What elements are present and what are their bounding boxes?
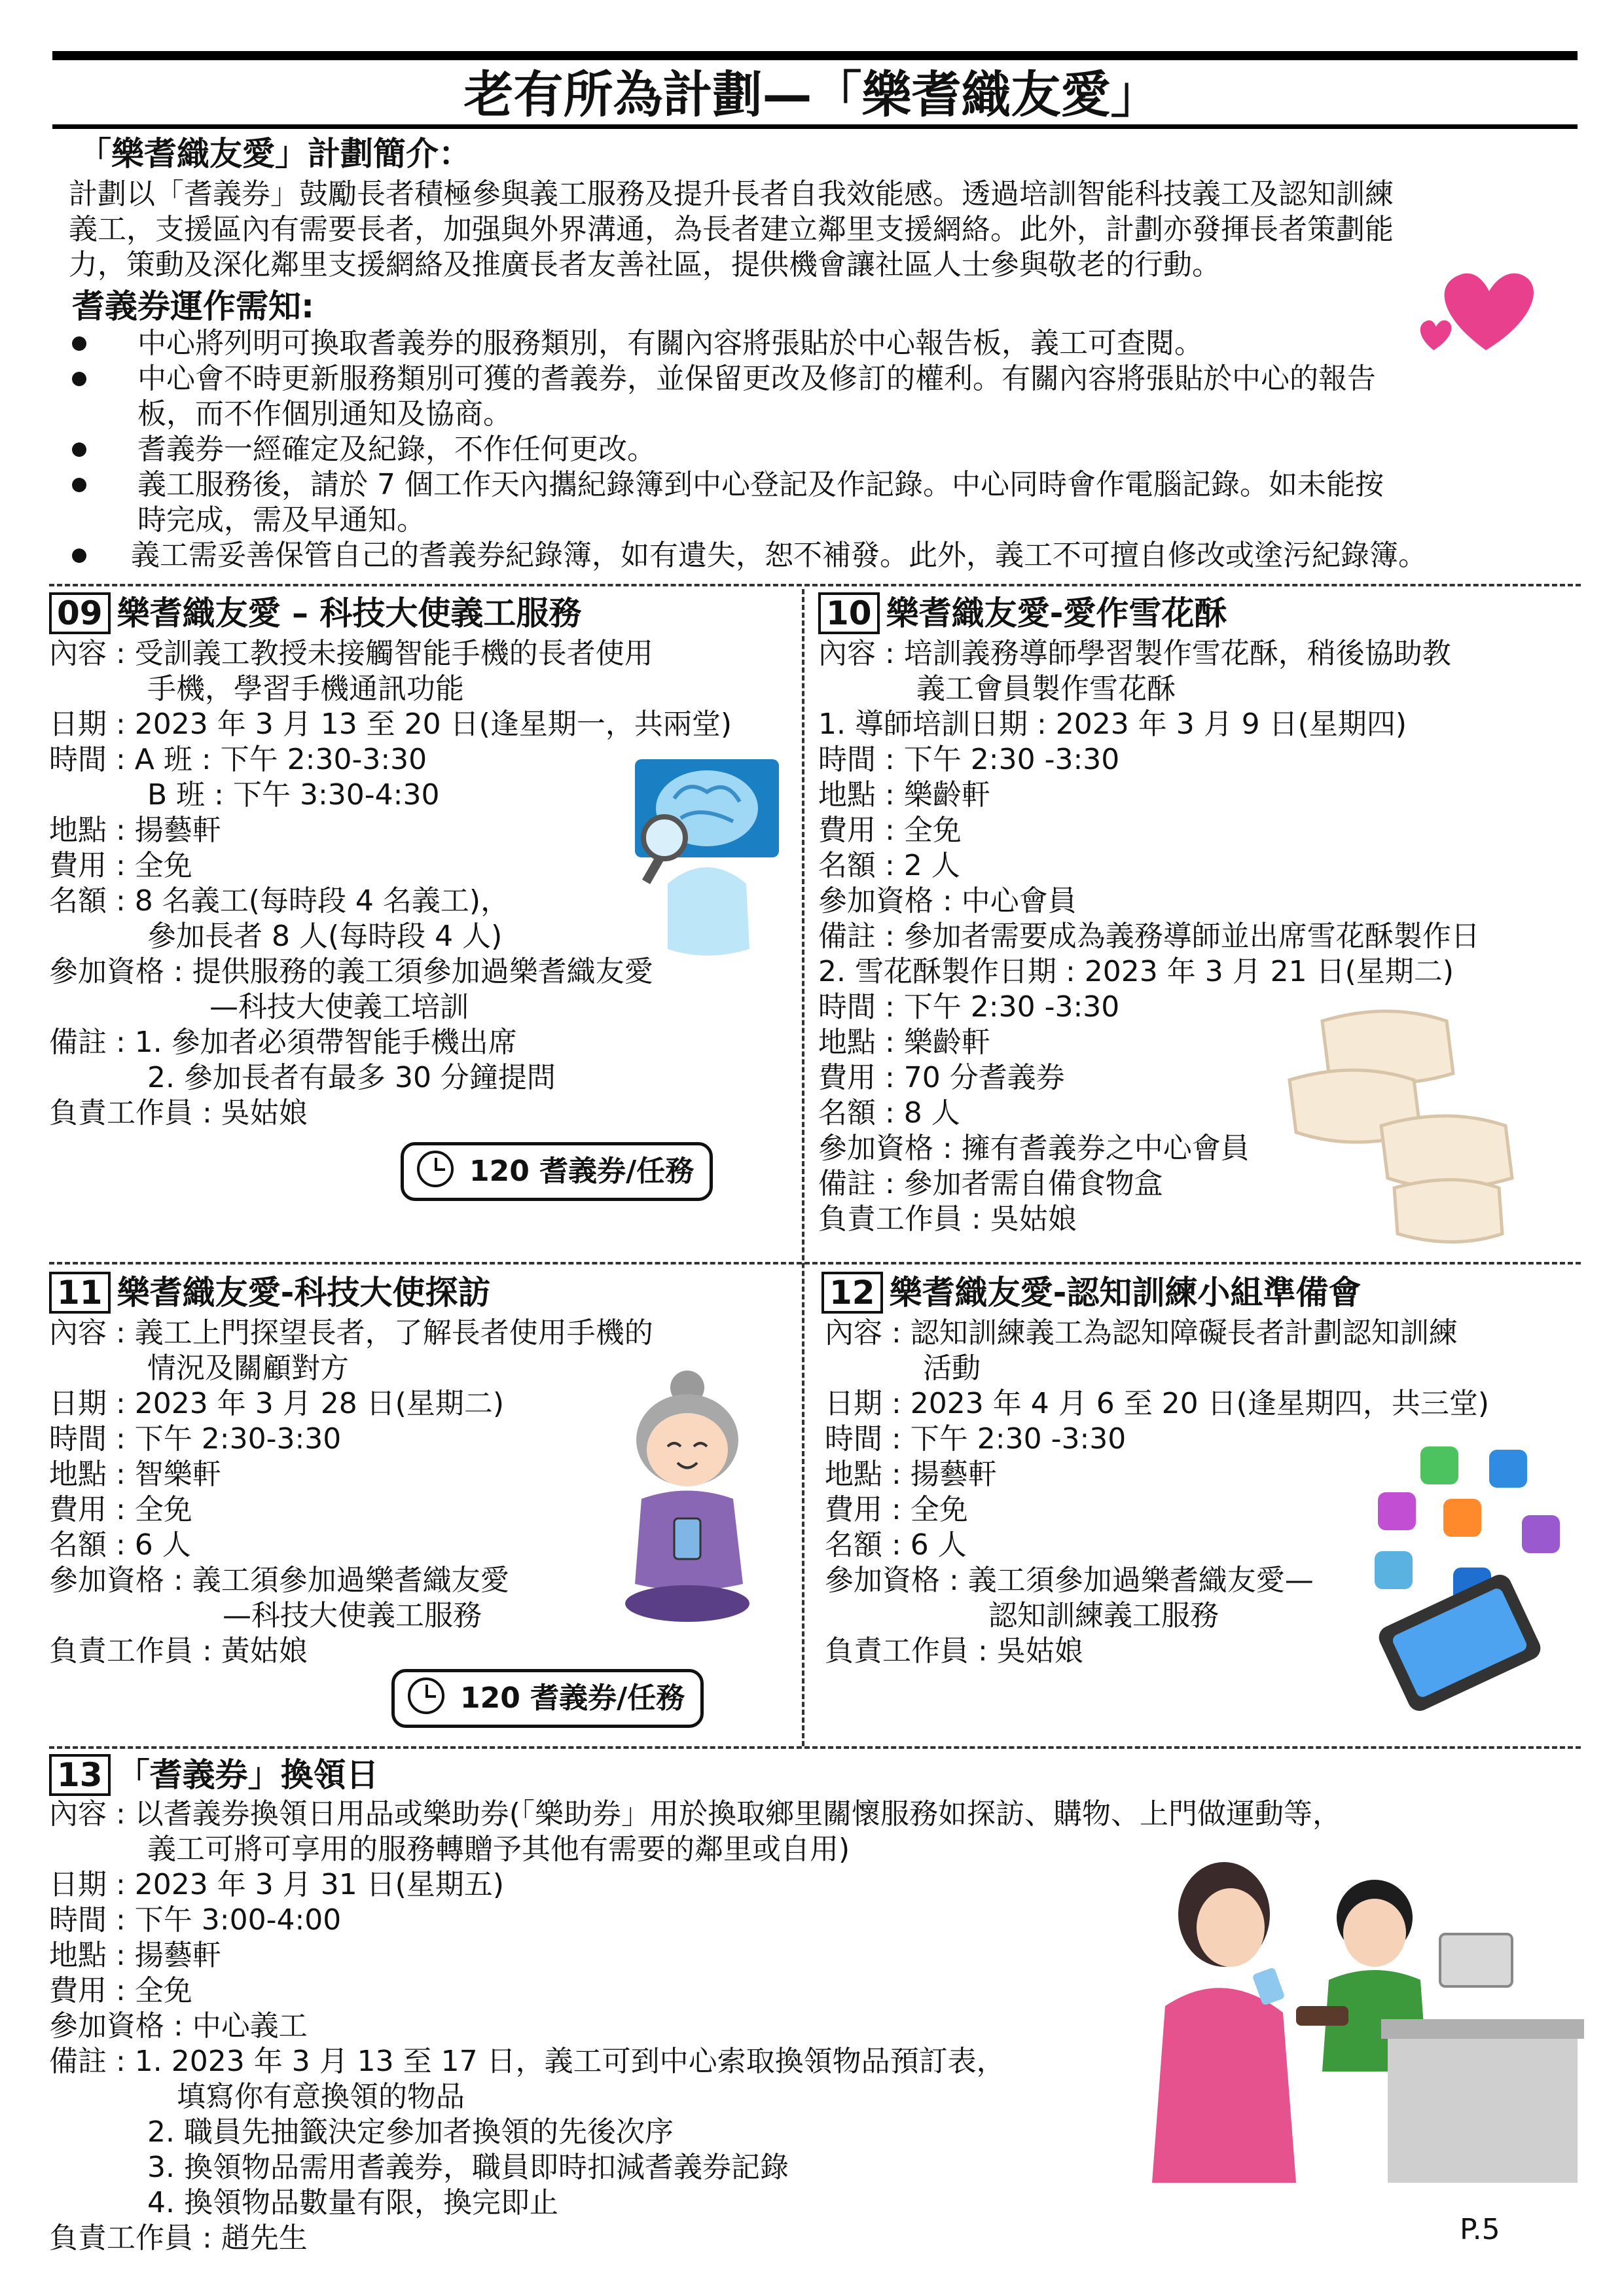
activity-09-line: 地點 : 揚藝軒 (49, 814, 221, 847)
shop-counter-icon (1139, 1856, 1584, 2183)
rules-heading: 耆義券運作需知: (72, 287, 314, 325)
rule-text: 耆義券一經確定及紀錄，不作任何更改。 (137, 433, 656, 466)
activity-title-text: 樂耆織友愛-認知訓練小組準備會 (889, 1274, 1362, 1312)
rule-text: 義工服務後，請於 7 個工作天內攜紀錄簿到中心登記及作記錄。中心同時會作電腦記錄。如未能按 (137, 468, 1384, 501)
activity-number: 09 (49, 592, 111, 634)
activity-10-line: 時間 : 下午 2:30 -3:30 (818, 990, 1120, 1024)
activity-10-line: 備註 : 參加者需要成為義務導師並出席雪花酥製作日 (818, 920, 1480, 953)
section-divider (49, 1262, 1581, 1265)
activity-title-text: 樂耆織友愛 – 科技大使義工服務 (117, 594, 582, 632)
activity-13-line: 地點 : 揚藝軒 (49, 1939, 221, 1972)
rule-item (72, 326, 1578, 361)
column-divider (802, 589, 804, 1746)
activity-12-line: 日期 : 2023 年 4 月 6 至 20 日(逢星期四，共三堂) (825, 1387, 1489, 1420)
activity-12-line: 活動 (923, 1352, 981, 1385)
activity-13-line: 2. 職員先抽籤決定參加者換領的先後次序 (147, 2115, 674, 2149)
section-divider (49, 584, 1581, 586)
activity-number: 11 (49, 1272, 111, 1314)
clock-icon (408, 1677, 444, 1714)
activity-10-line: 義工會員製作雪花酥 (916, 672, 1176, 706)
voucher-badge (391, 1669, 704, 1728)
rule-item (72, 361, 1578, 432)
activity-13-line: 義工可將可享用的服務轉贈予其他有需要的鄰里或自用) (147, 1833, 850, 1866)
intro-line: 義工，支援區內有需要長者，加强與外界溝通，為長者建立鄰里支援網絡。此外，計劃亦發揮長者策劃能 (69, 213, 1394, 246)
activity-11-line: —科技大使義工服務 (223, 1599, 482, 1632)
activity-11-line: 情況及關顧對方 (147, 1352, 349, 1385)
activity-11-line: 參加資格 : 義工須參加過樂耆織友愛 (49, 1564, 509, 1597)
activity-10-line: 備註 : 參加者需自備食物盒 (818, 1167, 1163, 1200)
activity-13-line: 日期 : 2023 年 3 月 31 日(星期五) (49, 1868, 505, 1901)
activity-11-line: 費用 : 全免 (49, 1493, 192, 1526)
activity-09-line: 日期 : 2023 年 3 月 13 至 20 日(逢星期一，共兩堂) (49, 708, 732, 741)
activity-09-line: 時間 : A 班 : 下午 2:30-3:30 (49, 743, 427, 776)
rule-item (72, 467, 1578, 538)
activity-11-line: 時間 : 下午 2:30-3:30 (49, 1422, 342, 1456)
activity-13-line: 3. 換領物品需用耆義券，職員即時扣減耆義券記錄 (147, 2151, 789, 2184)
bullet-icon (72, 442, 86, 457)
rule-text: 義工需妥善保管自己的耆義券紀錄簿，如有遺失，恕不補發。此外，義工不可擅自修改或塗污紀錄簿。 (131, 539, 1427, 572)
activity-13-line: 填寫你有意換領的物品 (177, 2080, 465, 2113)
rule-item (72, 538, 1578, 573)
activity-13-title (49, 1754, 379, 1796)
activity-number: 10 (818, 592, 880, 634)
activity-09-line: B 班 : 下午 3:30-4:30 (147, 778, 440, 812)
activity-12-line: 參加資格 : 義工須參加過樂耆織友愛— (825, 1564, 1314, 1597)
title-underline (52, 124, 1578, 129)
activity-10-line: 名額 : 2 人 (818, 849, 960, 882)
voucher-badge-text: 120 耆義券/任務 (460, 1681, 685, 1715)
activity-12-line: 負責工作員 : 吳姑娘 (825, 1634, 1083, 1668)
rule-text: 時完成，需及早通知。 (137, 503, 425, 537)
rule-item (72, 432, 1578, 467)
activity-12-title (821, 1272, 1361, 1314)
activity-11-line: 名額 : 6 人 (49, 1528, 191, 1562)
grandmother-phone-icon (622, 1368, 766, 1630)
bullet-icon (72, 372, 86, 386)
activity-12-line: 認知訓練義工服務 (988, 1599, 1219, 1632)
activity-11-line: 日期 : 2023 年 3 月 28 日(星期二) (49, 1387, 505, 1420)
activity-10-line: 地點 : 樂齡軒 (818, 1026, 990, 1059)
section-divider (49, 1746, 1581, 1749)
activity-09-line: 名額 : 8 名義工(每時段 4 名義工)， (49, 884, 510, 918)
voucher-badge (401, 1142, 713, 1201)
heart-icon (1414, 259, 1545, 357)
rule-text: 中心會不時更新服務類別可獲的耆義券，並保留更改及修訂的權利。有關內容將張貼於中心的報告 (137, 362, 1376, 395)
activity-09-line: 2. 參加長者有最多 30 分鐘提問 (147, 1061, 556, 1094)
activity-12-line: 名額 : 6 人 (825, 1528, 967, 1562)
activity-title-text: 樂耆織友愛-愛作雪花酥 (886, 594, 1227, 632)
rule-text: 板，而不作個別通知及協商。 (137, 397, 512, 431)
activity-09-line: 費用 : 全免 (49, 849, 192, 882)
activity-10-line: 負責工作員 : 吳姑娘 (818, 1202, 1077, 1236)
activity-09-line: —科技大使義工培訓 (209, 990, 469, 1024)
activity-13-line: 備註 : 1. 2023 年 3 月 13 至 17 日，義工可到中心索取換領物品預訂表， (49, 2045, 1005, 2078)
page-title: 老有所為計劃—「樂耆織友愛」 (463, 65, 1161, 124)
activity-10-line: 參加資格 : 擁有耆義券之中心會員 (818, 1132, 1250, 1165)
activity-11-line: 內容 : 義工上門探望長者，了解長者使用手機的 (49, 1316, 653, 1350)
activity-13-line: 內容 : 以耆義券換領日用品或樂助券(「樂助券」用於換取鄉里關懷服務如探訪、購物、上門做運動等， (49, 1797, 1341, 1831)
activity-13-line: 費用 : 全免 (49, 1974, 192, 2007)
activity-12-line: 費用 : 全免 (825, 1493, 968, 1526)
activity-title-text: 「耆義券」換領日 (117, 1756, 379, 1794)
bullet-icon (72, 548, 86, 563)
activity-13-line: 4. 換領物品數量有限，換完即止 (147, 2186, 558, 2219)
smartphone-apps-icon (1368, 1440, 1564, 1715)
rule-text: 中心將列明可換取耆義券的服務類別，有關內容將張貼於中心報告板，義工可查閱。 (137, 327, 1203, 360)
activity-11-line: 地點 : 智樂軒 (49, 1458, 221, 1491)
activity-10-line: 參加資格 : 中心會員 (818, 884, 1077, 918)
activity-13-line: 參加資格 : 中心義工 (49, 2009, 308, 2043)
activity-09-title (49, 592, 581, 634)
activity-09-line: 參加資格 : 提供服務的義工須參加過樂耆織友愛 (49, 955, 653, 988)
activity-13-line: 時間 : 下午 3:00-4:00 (49, 1903, 342, 1937)
clock-icon (417, 1151, 454, 1187)
activity-09-line: 手機，學習手機通訊功能 (147, 672, 464, 706)
activity-12-line: 地點 : 揚藝軒 (825, 1458, 997, 1491)
intro-heading: 「樂耆織友愛」計劃簡介： (79, 135, 471, 173)
activity-10-line: 費用 : 全免 (818, 814, 962, 847)
activity-10-line: 地點 : 樂齡軒 (818, 778, 990, 812)
top-rule (52, 51, 1578, 60)
page-number: P.5 (1460, 2213, 1500, 2246)
voucher-badge-text: 120 耆義券/任務 (469, 1155, 695, 1188)
activity-09-line: 備註 : 1. 參加者必須帶智能手機出席 (49, 1026, 517, 1059)
activity-10-line: 2. 雪花酥製作日期 : 2023 年 3 月 21 日(星期二) (818, 955, 1454, 988)
activity-13-line: 負責工作員 : 趙先生 (49, 2221, 308, 2255)
activity-10-line: 1. 導師培訓日期 : 2023 年 3 月 9 日(星期四) (818, 708, 1407, 741)
activity-12-line: 時間 : 下午 2:30 -3:30 (825, 1422, 1127, 1456)
activity-10-line: 費用 : 70 分耆義券 (818, 1061, 1065, 1094)
bullet-icon (72, 478, 86, 492)
activity-09-line: 負責工作員 : 吳姑娘 (49, 1096, 308, 1130)
activity-10-title (818, 592, 1227, 634)
intro-line: 力，策動及深化鄰里支援網絡及推廣長者友善社區，提供機會讓社區人士參與敬老的行動。 (69, 248, 1221, 281)
snowflake-pastry-icon (1283, 995, 1545, 1250)
activity-10-line: 時間 : 下午 2:30 -3:30 (818, 743, 1120, 776)
activity-number: 12 (821, 1272, 883, 1314)
activity-10-line: 內容 : 培訓義務導師學習製作雪花酥，稍後協助教 (818, 637, 1451, 670)
activity-10-line: 名額 : 8 人 (818, 1096, 960, 1130)
activity-12-line: 內容 : 認知訓練義工為認知障礙長者計劃認知訓練 (825, 1316, 1458, 1350)
intro-line: 計劃以「耆義券」鼓勵長者積極參與義工服務及提升長者自我效能感。透過培訓智能科技義工及認知訓練 (69, 177, 1394, 211)
activity-11-line: 負責工作員 : 黃姑娘 (49, 1634, 308, 1668)
activity-11-title (49, 1272, 490, 1314)
activity-number: 13 (49, 1754, 111, 1796)
activity-title-text: 樂耆織友愛-科技大使探訪 (117, 1274, 491, 1312)
activity-09-line: 內容 : 受訓義工教授未接觸智能手機的長者使用 (49, 637, 653, 670)
ai-brain-icon (628, 753, 792, 962)
bullet-icon (72, 336, 86, 351)
activity-09-line: 參加長者 8 人(每時段 4 人) (147, 920, 503, 953)
